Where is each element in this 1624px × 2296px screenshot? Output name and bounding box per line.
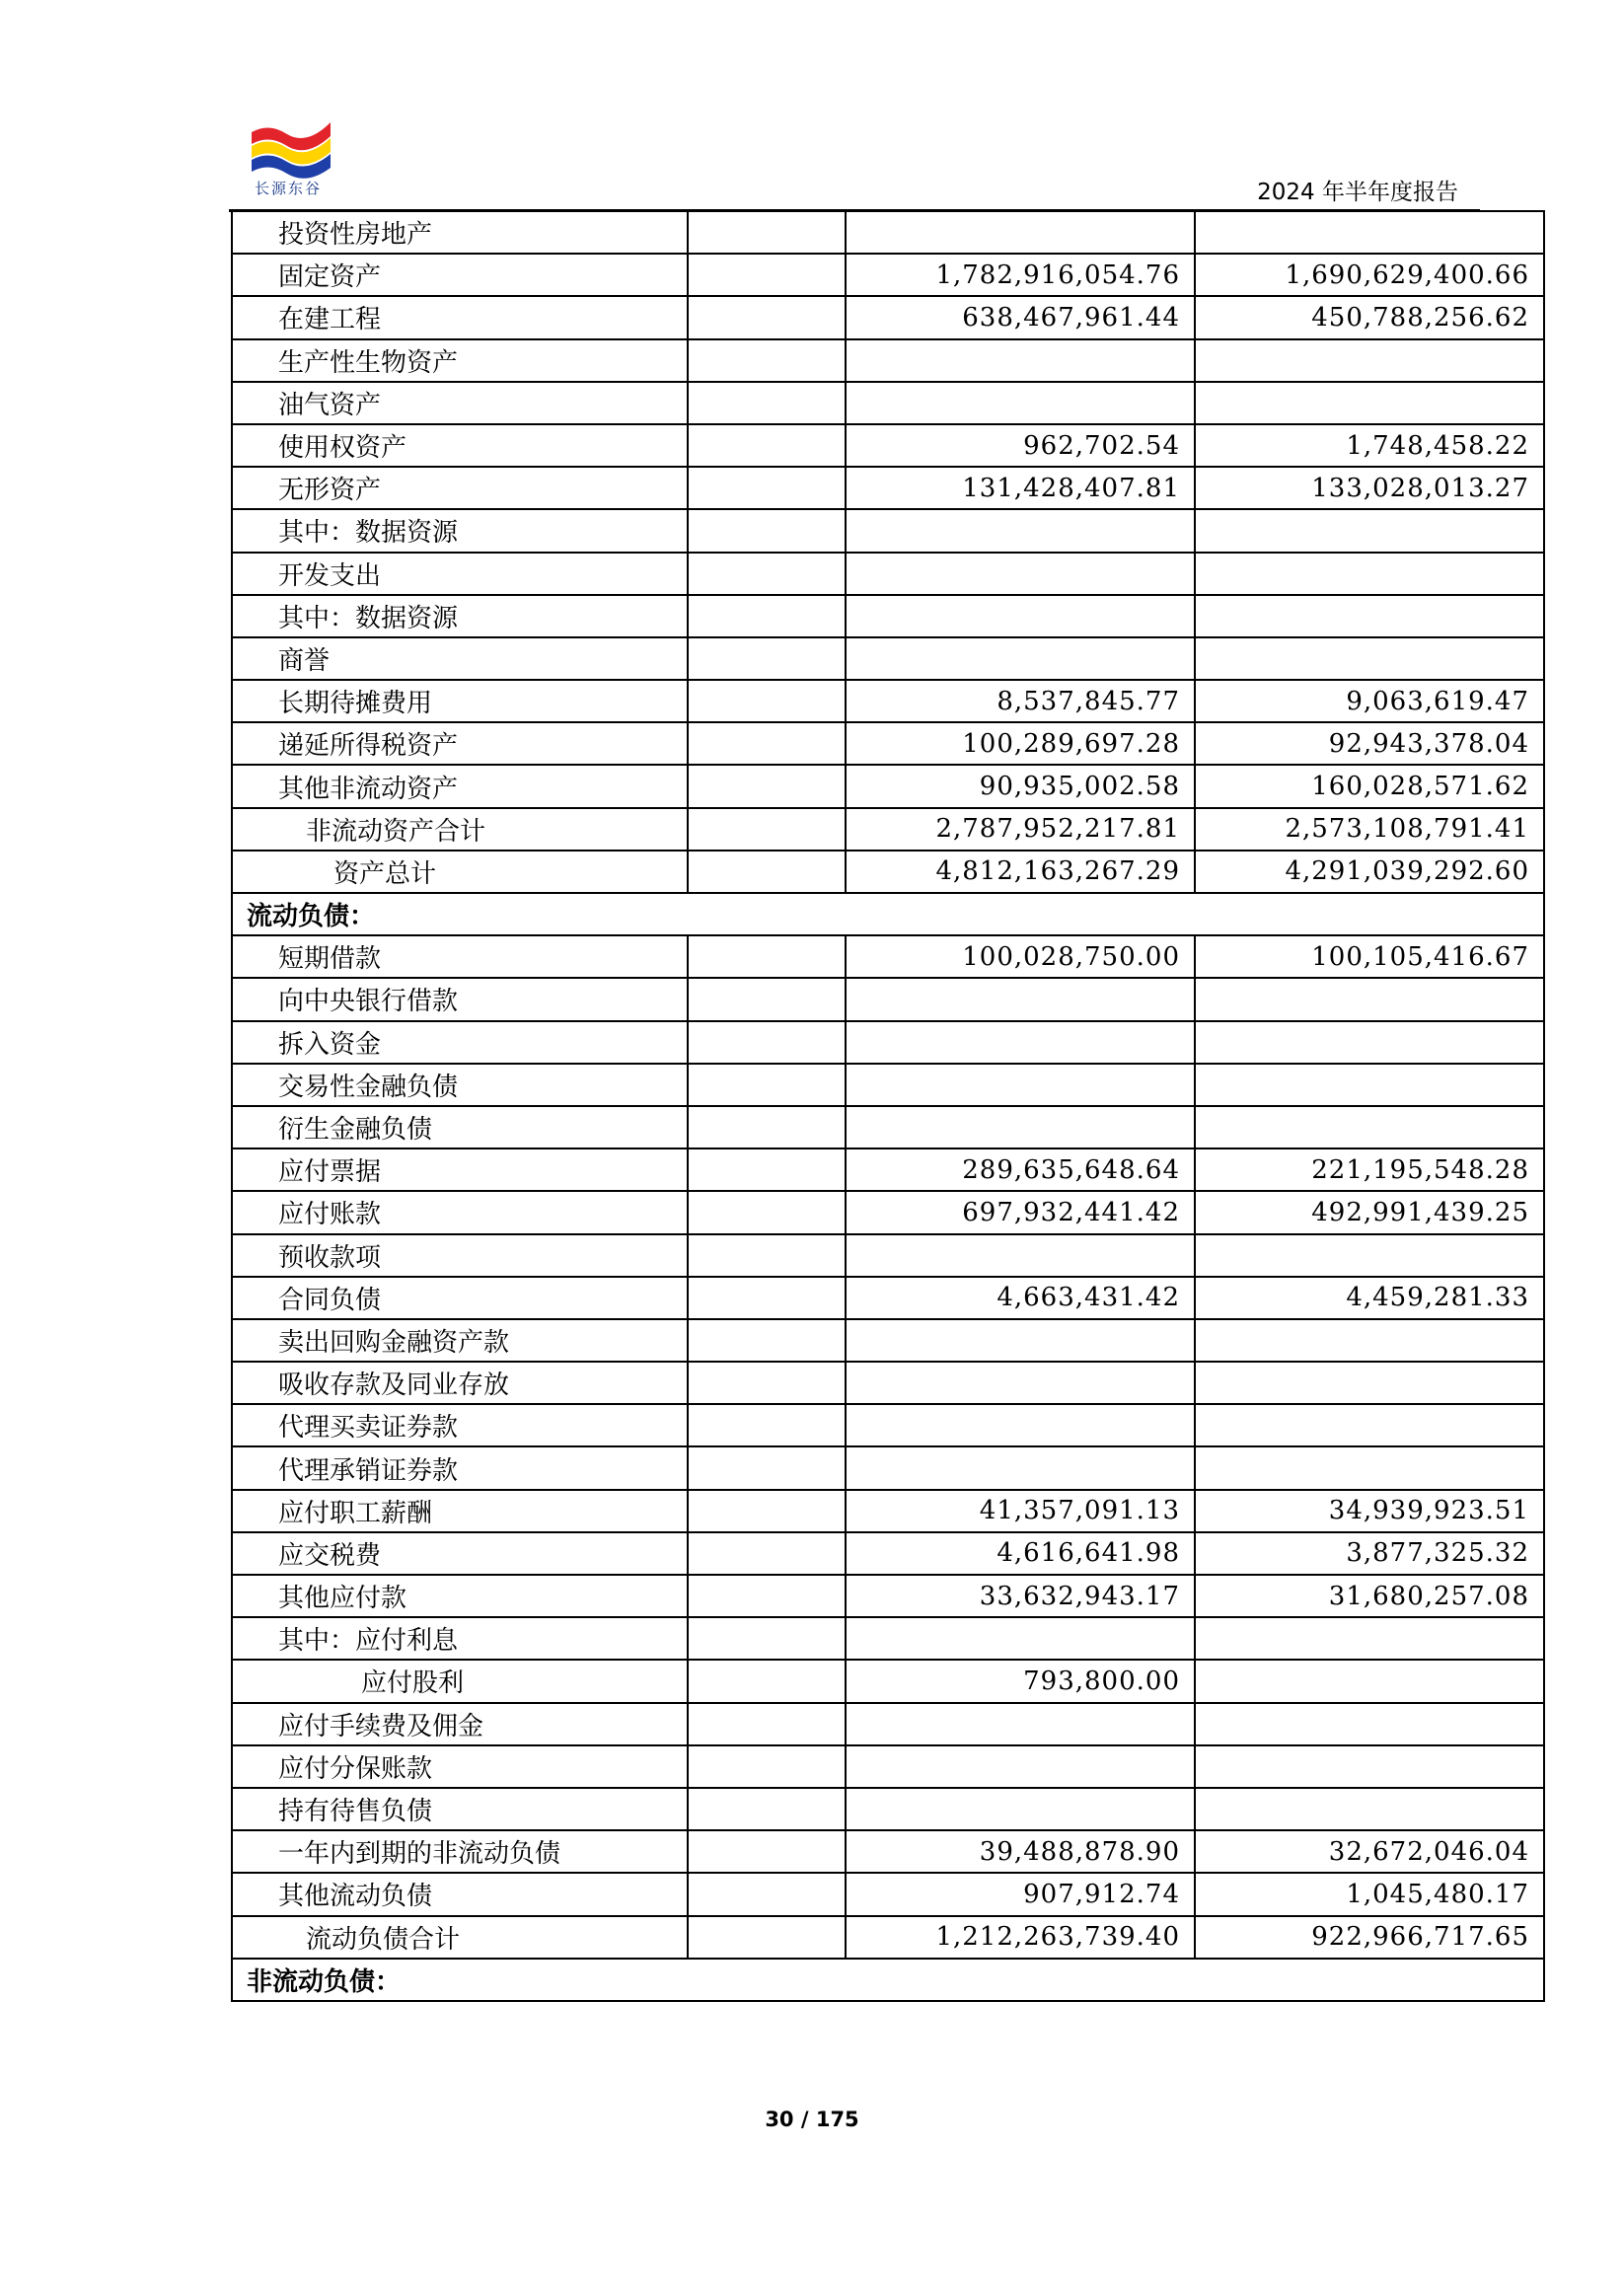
note-cell — [688, 1404, 846, 1446]
prior-period-value — [1195, 1660, 1544, 1702]
prior-period-value — [1195, 978, 1544, 1020]
prior-period-value — [1195, 1319, 1544, 1362]
current-period-value — [846, 1021, 1195, 1064]
table-row — [232, 382, 1544, 424]
item-label: 预收款项 — [232, 1234, 688, 1277]
table-row — [232, 296, 1544, 338]
table-row — [232, 1021, 1544, 1064]
section-header-row — [232, 893, 1544, 935]
current-period-value — [846, 1234, 1195, 1277]
section-label: 非流动负债： — [232, 1959, 1544, 2001]
report-title: 2024 年半年度报告 — [1257, 180, 1458, 205]
note-cell — [688, 851, 846, 893]
item-label: 应付职工薪酬 — [232, 1490, 688, 1532]
item-label: 应付分保账款 — [232, 1745, 688, 1788]
item-label: 生产性生物资产 — [232, 339, 688, 382]
note-cell — [688, 1916, 846, 1959]
note-cell — [688, 1660, 846, 1702]
note-cell — [688, 1021, 846, 1064]
prior-period-value: 1,690,629,400.66 — [1195, 254, 1544, 296]
item-label: 其他非流动资产 — [232, 765, 688, 807]
prior-period-value — [1195, 1617, 1544, 1660]
prior-period-value: 31,680,257.08 — [1195, 1575, 1544, 1617]
page-number: 30 / 175 — [765, 2108, 859, 2131]
note-cell — [688, 1830, 846, 1873]
table-row — [232, 765, 1544, 807]
note-cell — [688, 1064, 846, 1106]
note-cell — [688, 1191, 846, 1233]
note-cell — [688, 1362, 846, 1404]
prior-period-value: 922,966,717.65 — [1195, 1916, 1544, 1959]
item-label: 流动负债合计 — [232, 1916, 688, 1959]
table-row — [232, 339, 1544, 382]
note-cell — [688, 1319, 846, 1362]
current-period-value: 4,812,163,267.29 — [846, 851, 1195, 893]
table-row — [232, 1575, 1544, 1617]
current-period-value: 793,800.00 — [846, 1660, 1195, 1702]
table-row — [232, 1490, 1544, 1532]
current-period-value: 33,632,943.17 — [846, 1575, 1195, 1617]
note-cell — [688, 509, 846, 552]
item-label: 交易性金融负债 — [232, 1064, 688, 1106]
current-period-value: 100,289,697.28 — [846, 722, 1195, 765]
note-cell — [688, 680, 846, 722]
current-period-value — [846, 637, 1195, 680]
note-cell — [688, 1617, 846, 1660]
item-label: 无形资产 — [232, 467, 688, 509]
prior-period-value: 92,943,378.04 — [1195, 722, 1544, 765]
current-period-value: 39,488,878.90 — [846, 1830, 1195, 1873]
current-period-value — [846, 1745, 1195, 1788]
note-cell — [688, 722, 846, 765]
prior-period-value: 4,459,281.33 — [1195, 1277, 1544, 1319]
prior-period-value: 492,991,439.25 — [1195, 1191, 1544, 1233]
table-row — [232, 1446, 1544, 1489]
note-cell — [688, 1106, 846, 1148]
prior-period-value — [1195, 553, 1544, 595]
table-row — [232, 1532, 1544, 1575]
table-row — [232, 1788, 1544, 1830]
prior-period-value: 450,788,256.62 — [1195, 296, 1544, 338]
prior-period-value: 100,105,416.67 — [1195, 935, 1544, 978]
note-cell — [688, 296, 846, 338]
current-period-value: 638,467,961.44 — [846, 296, 1195, 338]
balance-sheet-body — [232, 211, 1544, 2001]
prior-period-value — [1195, 637, 1544, 680]
prior-period-value: 1,045,480.17 — [1195, 1873, 1544, 1915]
note-cell — [688, 595, 846, 637]
current-period-value — [846, 1703, 1195, 1745]
item-label: 油气资产 — [232, 382, 688, 424]
note-cell — [688, 1745, 846, 1788]
note-cell — [688, 1446, 846, 1489]
current-period-value: 907,912.74 — [846, 1873, 1195, 1915]
current-period-value: 4,663,431.42 — [846, 1277, 1195, 1319]
prior-period-value — [1195, 1362, 1544, 1404]
current-period-value — [846, 1788, 1195, 1830]
item-label: 开发支出 — [232, 553, 688, 595]
note-cell — [688, 339, 846, 382]
note-cell — [688, 1277, 846, 1319]
current-period-value — [846, 1362, 1195, 1404]
table-row — [232, 851, 1544, 893]
note-cell — [688, 978, 846, 1020]
prior-period-value: 9,063,619.47 — [1195, 680, 1544, 722]
table-row — [232, 1362, 1544, 1404]
table-row — [232, 1660, 1544, 1702]
prior-period-value: 133,028,013.27 — [1195, 467, 1544, 509]
item-label: 固定资产 — [232, 254, 688, 296]
note-cell — [688, 211, 846, 254]
logo-text: 长源东谷 — [255, 180, 323, 197]
current-period-value — [846, 1617, 1195, 1660]
item-label: 在建工程 — [232, 296, 688, 338]
prior-period-value — [1195, 1703, 1544, 1745]
prior-period-value — [1195, 1234, 1544, 1277]
prior-period-value — [1195, 211, 1544, 254]
item-label: 其中：数据资源 — [232, 595, 688, 637]
current-period-value — [846, 595, 1195, 637]
note-cell — [688, 467, 846, 509]
current-period-value — [846, 553, 1195, 595]
current-period-value — [846, 1446, 1195, 1489]
table-row — [232, 1191, 1544, 1233]
current-period-value: 90,935,002.58 — [846, 765, 1195, 807]
note-cell — [688, 382, 846, 424]
current-period-value: 100,028,750.00 — [846, 935, 1195, 978]
prior-period-value: 160,028,571.62 — [1195, 765, 1544, 807]
item-label: 商誉 — [232, 637, 688, 680]
prior-period-value: 1,748,458.22 — [1195, 424, 1544, 467]
table-row — [232, 1319, 1544, 1362]
table-row — [232, 1106, 1544, 1148]
table-row — [232, 722, 1544, 765]
prior-period-value — [1195, 1745, 1544, 1788]
table-row — [232, 978, 1544, 1020]
item-label: 短期借款 — [232, 935, 688, 978]
item-label: 其中：数据资源 — [232, 509, 688, 552]
item-label: 其他应付款 — [232, 1575, 688, 1617]
item-label: 使用权资产 — [232, 424, 688, 467]
prior-period-value: 221,195,548.28 — [1195, 1148, 1544, 1191]
item-label: 资产总计 — [232, 851, 688, 893]
note-cell — [688, 637, 846, 680]
prior-period-value: 3,877,325.32 — [1195, 1532, 1544, 1575]
current-period-value — [846, 211, 1195, 254]
current-period-value: 962,702.54 — [846, 424, 1195, 467]
table-row — [232, 680, 1544, 722]
item-label: 非流动资产合计 — [232, 808, 688, 851]
table-row — [232, 808, 1544, 851]
item-label: 拆入资金 — [232, 1021, 688, 1064]
prior-period-value — [1195, 595, 1544, 637]
item-label: 代理承销证券款 — [232, 1446, 688, 1489]
prior-period-value: 34,939,923.51 — [1195, 1490, 1544, 1532]
note-cell — [688, 1873, 846, 1915]
item-label: 递延所得税资产 — [232, 722, 688, 765]
prior-period-value: 32,672,046.04 — [1195, 1830, 1544, 1873]
table-row — [232, 595, 1544, 637]
table-row — [232, 1873, 1544, 1915]
item-label: 向中央银行借款 — [232, 978, 688, 1020]
current-period-value — [846, 1106, 1195, 1148]
note-cell — [688, 765, 846, 807]
table-row — [232, 1064, 1544, 1106]
item-label: 应付账款 — [232, 1191, 688, 1233]
balance-sheet-table — [231, 210, 1545, 2002]
prior-period-value — [1195, 509, 1544, 552]
note-cell — [688, 254, 846, 296]
item-label: 代理买卖证券款 — [232, 1404, 688, 1446]
item-label: 持有待售负债 — [232, 1788, 688, 1830]
table-row — [232, 1703, 1544, 1745]
prior-period-value: 4,291,039,292.60 — [1195, 851, 1544, 893]
note-cell — [688, 1234, 846, 1277]
table-row — [232, 1404, 1544, 1446]
item-label: 合同负债 — [232, 1277, 688, 1319]
current-period-value: 131,428,407.81 — [846, 467, 1195, 509]
table-row — [232, 935, 1544, 978]
item-label: 其他流动负债 — [232, 1873, 688, 1915]
current-period-value: 289,635,648.64 — [846, 1148, 1195, 1191]
table-row — [232, 1234, 1544, 1277]
note-cell — [688, 1532, 846, 1575]
item-label: 长期待摊费用 — [232, 680, 688, 722]
prior-period-value — [1195, 1788, 1544, 1830]
prior-period-value — [1195, 1446, 1544, 1489]
table-row — [232, 1617, 1544, 1660]
item-label: 应付票据 — [232, 1148, 688, 1191]
table-row — [232, 467, 1544, 509]
table-row — [232, 553, 1544, 595]
prior-period-value — [1195, 382, 1544, 424]
note-cell — [688, 808, 846, 851]
item-label: 一年内到期的非流动负债 — [232, 1830, 688, 1873]
prior-period-value: 2,573,108,791.41 — [1195, 808, 1544, 851]
current-period-value — [846, 382, 1195, 424]
item-label: 卖出回购金融资产款 — [232, 1319, 688, 1362]
note-cell — [688, 1575, 846, 1617]
table-row — [232, 254, 1544, 296]
current-period-value: 1,782,916,054.76 — [846, 254, 1195, 296]
prior-period-value — [1195, 1064, 1544, 1106]
item-label: 应付股利 — [232, 1660, 688, 1702]
item-label: 应交税费 — [232, 1532, 688, 1575]
note-cell — [688, 553, 846, 595]
item-label: 投资性房地产 — [232, 211, 688, 254]
current-period-value — [846, 978, 1195, 1020]
current-period-value: 4,616,641.98 — [846, 1532, 1195, 1575]
table-row — [232, 1277, 1544, 1319]
note-cell — [688, 1703, 846, 1745]
table-row — [232, 1148, 1544, 1191]
note-cell — [688, 935, 846, 978]
item-label: 应付手续费及佣金 — [232, 1703, 688, 1745]
note-cell — [688, 1788, 846, 1830]
table-row — [232, 1745, 1544, 1788]
prior-period-value — [1195, 1106, 1544, 1148]
current-period-value — [846, 509, 1195, 552]
note-cell — [688, 1490, 846, 1532]
current-period-value — [846, 1319, 1195, 1362]
current-period-value — [846, 339, 1195, 382]
item-label: 衍生金融负债 — [232, 1106, 688, 1148]
table-row — [232, 424, 1544, 467]
section-label: 流动负债： — [232, 893, 1544, 935]
item-label: 其中：应付利息 — [232, 1617, 688, 1660]
table-row — [232, 1830, 1544, 1873]
section-header-row — [232, 1959, 1544, 2001]
current-period-value: 41,357,091.13 — [846, 1490, 1195, 1532]
current-period-value: 8,537,845.77 — [846, 680, 1195, 722]
current-period-value: 697,932,441.42 — [846, 1191, 1195, 1233]
current-period-value: 1,212,263,739.40 — [846, 1916, 1195, 1959]
current-period-value — [846, 1404, 1195, 1446]
current-period-value — [846, 1064, 1195, 1106]
table-row — [232, 637, 1544, 680]
item-label: 吸收存款及同业存放 — [232, 1362, 688, 1404]
table-row — [232, 211, 1544, 254]
note-cell — [688, 424, 846, 467]
note-cell — [688, 1148, 846, 1191]
table-row — [232, 1916, 1544, 1959]
prior-period-value — [1195, 1021, 1544, 1064]
table-row — [232, 509, 1544, 552]
prior-period-value — [1195, 339, 1544, 382]
prior-period-value — [1195, 1404, 1544, 1446]
current-period-value: 2,787,952,217.81 — [846, 808, 1195, 851]
